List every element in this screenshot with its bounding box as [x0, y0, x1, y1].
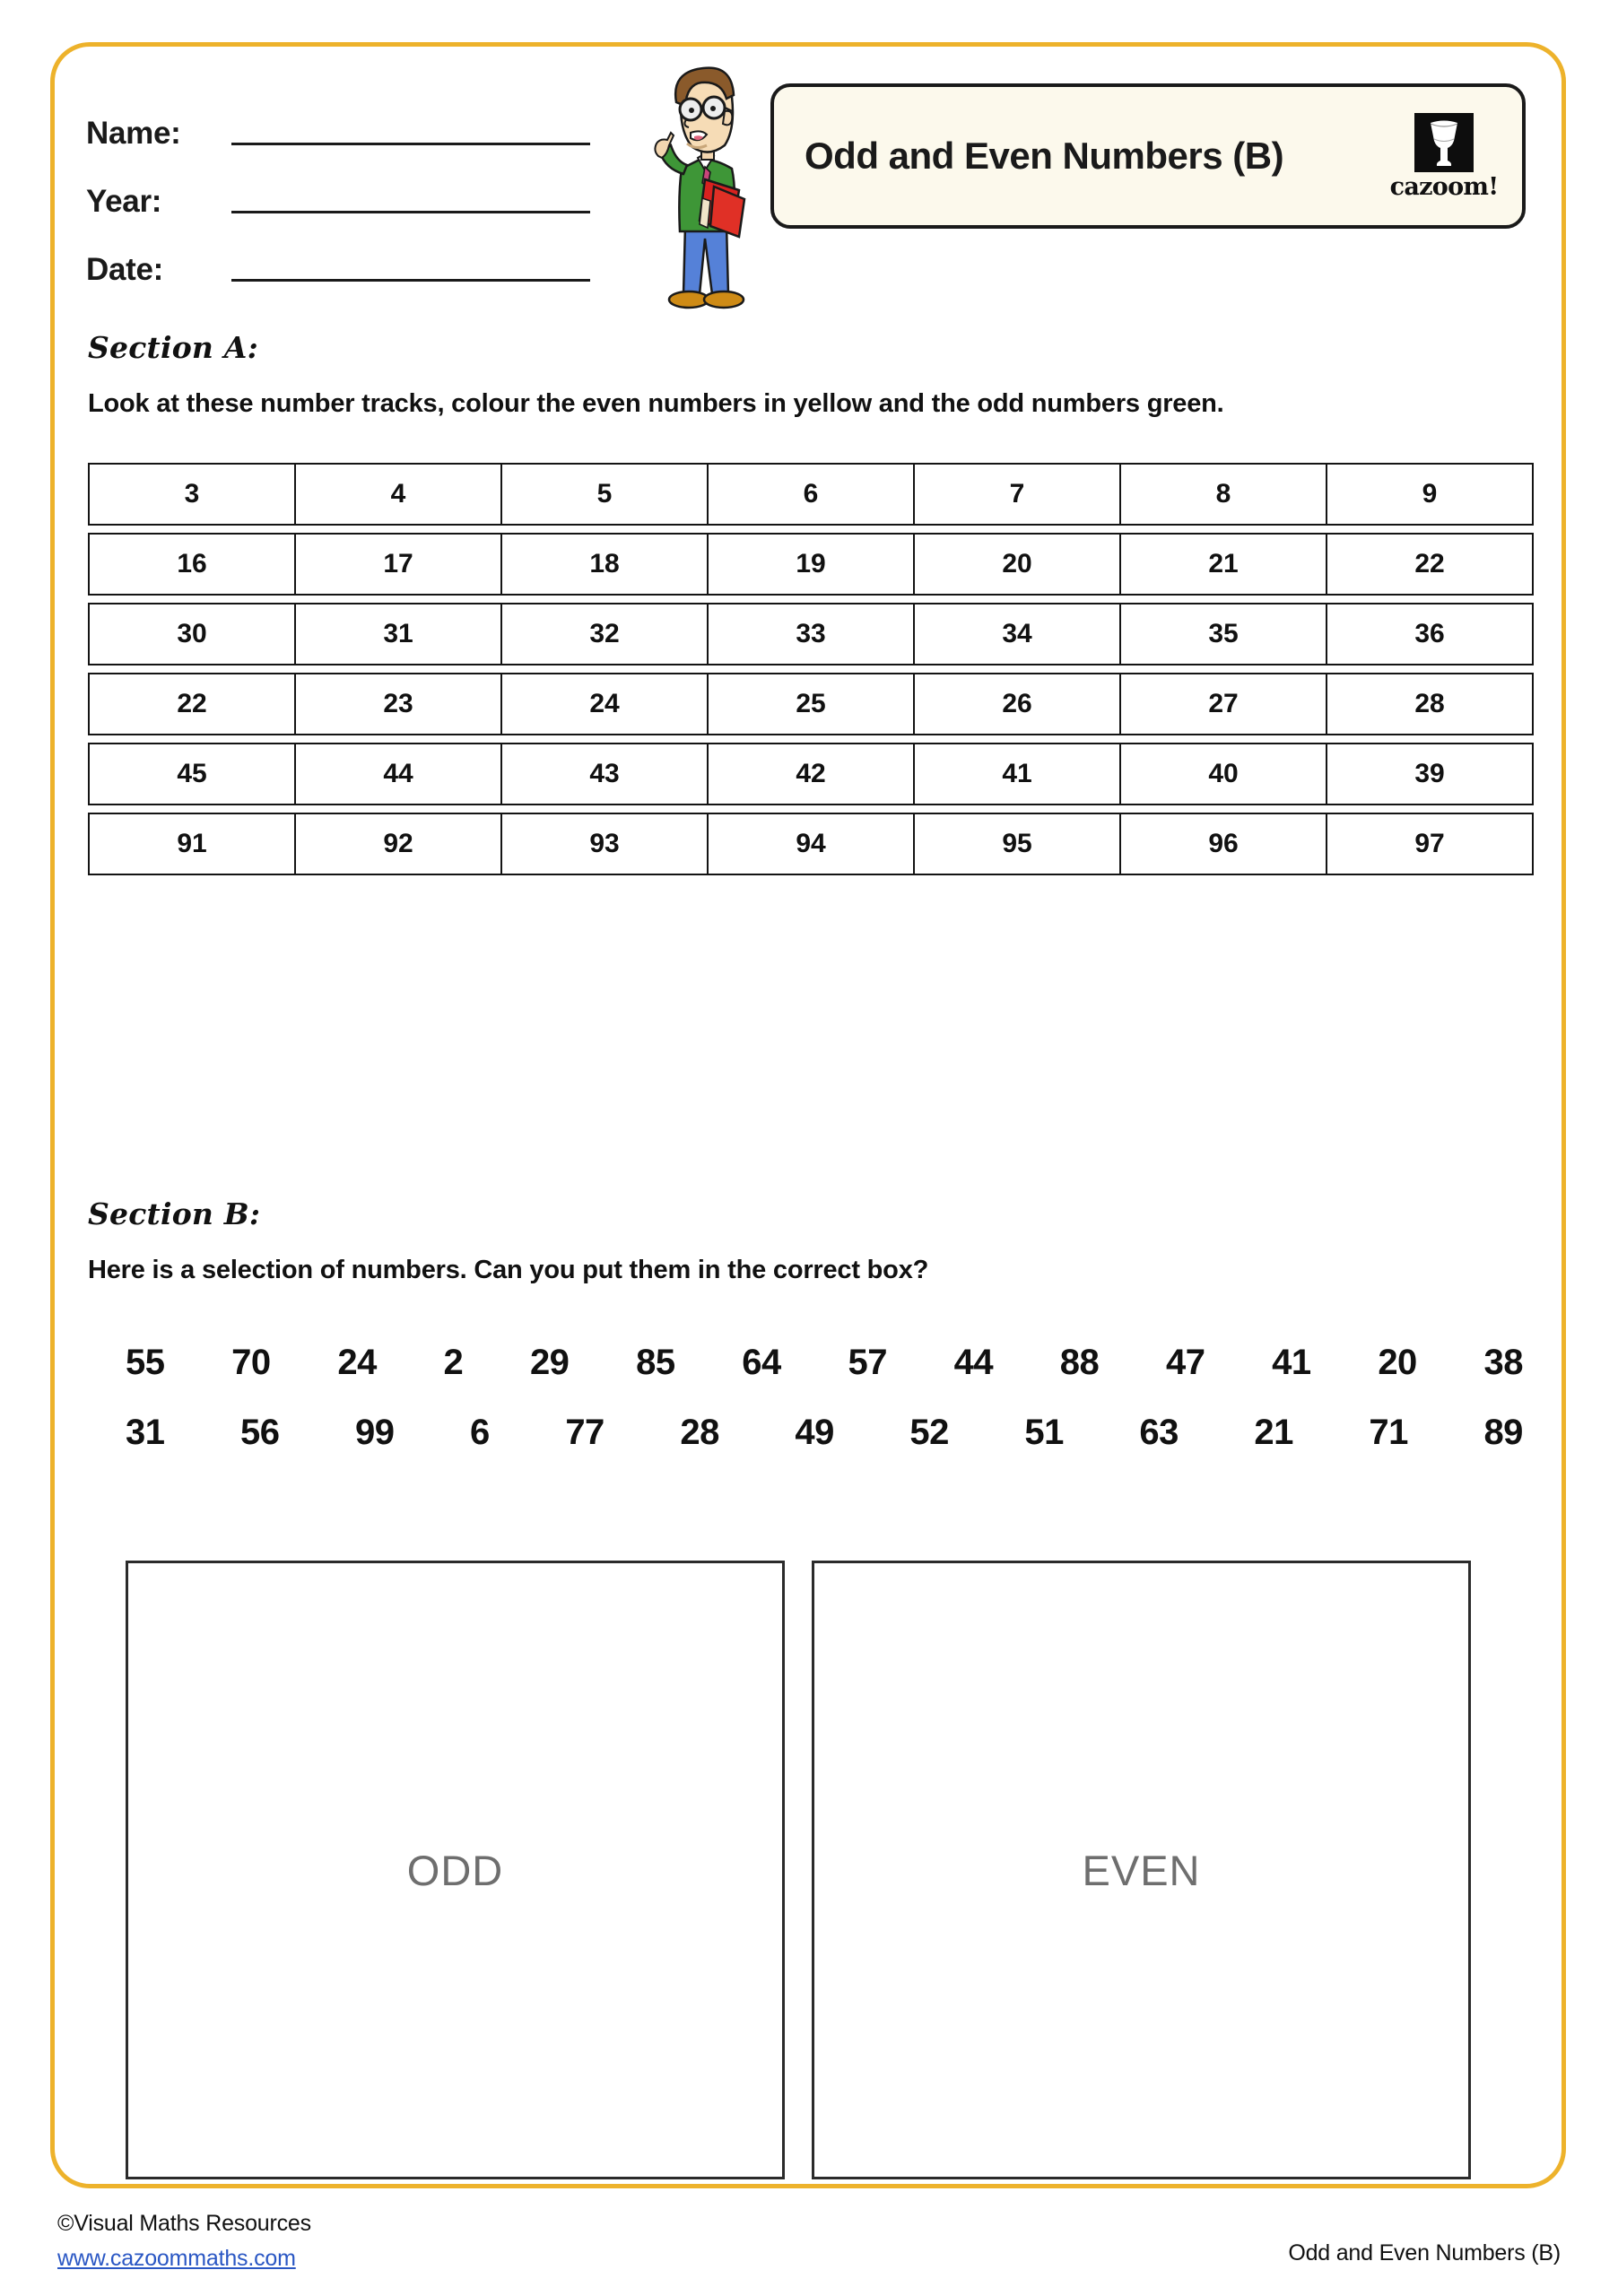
number-pool-item[interactable]: 99: [355, 1412, 395, 1452]
name-field-label: Name:: [86, 116, 181, 151]
year-field-row: [86, 161, 624, 217]
section-b-label: Section B:: [88, 1196, 261, 1231]
number-track-cell[interactable]: 32: [502, 604, 709, 664]
number-pool-item[interactable]: 29: [529, 1342, 570, 1382]
number-pool: [99, 1327, 1534, 1467]
section-b-instruction: Here is a selection of numbers. Can you put them in the correct box?: [88, 1256, 929, 1284]
even-box[interactable]: [812, 1561, 1471, 2179]
date-field-line[interactable]: [231, 278, 590, 282]
number-track-cell[interactable]: 31: [296, 604, 502, 664]
number-track-cell[interactable]: 34: [915, 604, 1121, 664]
number-pool-item[interactable]: 2: [443, 1342, 464, 1382]
number-pool-item[interactable]: 70: [231, 1342, 271, 1382]
number-pool-item[interactable]: 77: [565, 1412, 605, 1452]
number-pool-item[interactable]: 71: [1369, 1412, 1408, 1452]
number-track-cell[interactable]: 43: [502, 744, 709, 804]
number-track-cell[interactable]: 35: [1121, 604, 1327, 664]
number-track-cell[interactable]: 22: [1414, 549, 1445, 578]
year-field-label: Year:: [86, 184, 162, 219]
number-track-cell[interactable]: 44: [296, 744, 502, 804]
footer-left-block: [57, 2208, 311, 2274]
cazoom-wordmark: cazoom!: [1389, 173, 1499, 201]
number-pool-item[interactable]: 57: [848, 1342, 887, 1382]
number-pool-item[interactable]: 52: [909, 1412, 949, 1452]
number-pool-item[interactable]: 63: [1139, 1412, 1179, 1452]
teacher-cartoon-icon: [631, 59, 793, 328]
number-track-cell[interactable]: 94: [709, 814, 915, 874]
number-track-cell[interactable]: 7: [915, 465, 1121, 524]
year-field-line[interactable]: [231, 210, 590, 213]
number-track-cell[interactable]: 20: [915, 535, 1121, 594]
number-pool-item[interactable]: 47: [1165, 1342, 1205, 1382]
number-track-cell[interactable]: 92: [296, 814, 502, 874]
number-track-cell[interactable]: 93: [502, 814, 709, 874]
worksheet-header: [86, 72, 1530, 296]
number-track-cell[interactable]: 6: [709, 465, 915, 524]
odd-box-label: ODD: [406, 1846, 504, 1894]
number-pool-item[interactable]: 21: [1254, 1412, 1293, 1452]
number-track-cell[interactable]: 16: [90, 535, 296, 594]
number-pool-item[interactable]: 24: [337, 1342, 377, 1382]
number-pool-item[interactable]: 20: [1378, 1342, 1417, 1382]
number-track-cell[interactable]: 36: [1414, 619, 1445, 648]
number-track-cell[interactable]: 5: [502, 465, 709, 524]
number-track-cell[interactable]: 91: [90, 814, 296, 874]
number-pool-item[interactable]: 41: [1272, 1342, 1311, 1382]
number-track-cell[interactable]: 30: [90, 604, 296, 664]
number-track-cell[interactable]: 33: [709, 604, 915, 664]
number-track-cell[interactable]: 24: [502, 674, 709, 734]
number-track-cell[interactable]: 27: [1121, 674, 1327, 734]
number-track-cell[interactable]: 21: [1121, 535, 1327, 594]
number-track-cell[interactable]: 42: [709, 744, 915, 804]
sorting-boxes: [126, 1561, 1471, 2179]
number-track-row: [88, 463, 1534, 526]
number-pool-item[interactable]: 88: [1059, 1342, 1100, 1382]
number-track-cell[interactable]: 26: [915, 674, 1121, 734]
number-track-cell[interactable]: 40: [1121, 744, 1327, 804]
date-field-row: [86, 230, 624, 285]
number-track-row: [88, 813, 1534, 875]
number-pool-item[interactable]: 51: [1024, 1412, 1064, 1452]
even-box-label: EVEN: [1082, 1846, 1201, 1894]
section-a-label: Section A:: [88, 330, 258, 365]
number-pool-item[interactable]: 6: [470, 1412, 490, 1452]
number-track-cell[interactable]: 97: [1414, 829, 1445, 858]
number-track-cell[interactable]: 41: [915, 744, 1121, 804]
number-track-cell[interactable]: 23: [296, 674, 502, 734]
name-field-line[interactable]: [231, 142, 590, 145]
number-track-cell[interactable]: 96: [1121, 814, 1327, 874]
number-pool-item[interactable]: 64: [742, 1342, 781, 1382]
number-track-cell[interactable]: 95: [915, 814, 1121, 874]
number-pool-item[interactable]: 55: [126, 1342, 165, 1382]
odd-box[interactable]: [126, 1561, 785, 2179]
number-track-cell[interactable]: 3: [90, 465, 296, 524]
number-pool-item[interactable]: 38: [1483, 1342, 1523, 1382]
page-footer: [57, 2208, 1561, 2280]
cazoom-drum-icon: [1414, 113, 1474, 172]
number-pool-row: [99, 1397, 1534, 1467]
number-pool-item[interactable]: 49: [795, 1412, 834, 1452]
number-track-row: [88, 533, 1534, 596]
number-pool-item[interactable]: 56: [240, 1412, 280, 1452]
copyright-text: ©Visual Maths Resources: [57, 2211, 311, 2236]
number-track-cell[interactable]: 4: [296, 465, 502, 524]
number-track-cell[interactable]: 8: [1121, 465, 1327, 524]
number-pool-item[interactable]: 89: [1483, 1412, 1523, 1452]
date-field-label: Date:: [86, 252, 164, 287]
number-track-cell[interactable]: 18: [502, 535, 709, 594]
number-track-cell[interactable]: 19: [709, 535, 915, 594]
number-pool-item[interactable]: 85: [636, 1342, 675, 1382]
worksheet-title-card: [770, 83, 1526, 229]
number-tracks: [88, 463, 1534, 883]
number-pool-item[interactable]: 44: [953, 1342, 994, 1382]
student-info-fields: [86, 93, 624, 298]
number-track-cell[interactable]: 39: [1414, 759, 1445, 788]
page-title: Odd and Even Numbers (B): [805, 135, 1284, 178]
number-track-cell[interactable]: 22: [90, 674, 296, 734]
number-track-cell[interactable]: 9: [1422, 479, 1438, 509]
section-a-instruction: Look at these number tracks, colour the even numbers in yellow and the odd numbers green.: [88, 389, 1224, 418]
website-link[interactable]: www.cazoommaths.com: [57, 2245, 296, 2271]
number-pool-item[interactable]: 28: [680, 1412, 719, 1452]
number-track-cell[interactable]: 45: [90, 744, 296, 804]
number-pool-row: [99, 1327, 1534, 1397]
number-track-cell[interactable]: 25: [709, 674, 915, 734]
number-track-cell[interactable]: 17: [296, 535, 502, 594]
number-pool-item[interactable]: 31: [126, 1412, 165, 1452]
name-field-row: [86, 93, 624, 149]
number-track-row: [88, 743, 1534, 805]
number-track-row: [88, 603, 1534, 665]
cazoom-logo: [1389, 113, 1499, 199]
footer-worksheet-title: Odd and Even Numbers (B): [1288, 2240, 1561, 2266]
number-track-cell[interactable]: 28: [1414, 689, 1445, 718]
number-track-row: [88, 673, 1534, 735]
